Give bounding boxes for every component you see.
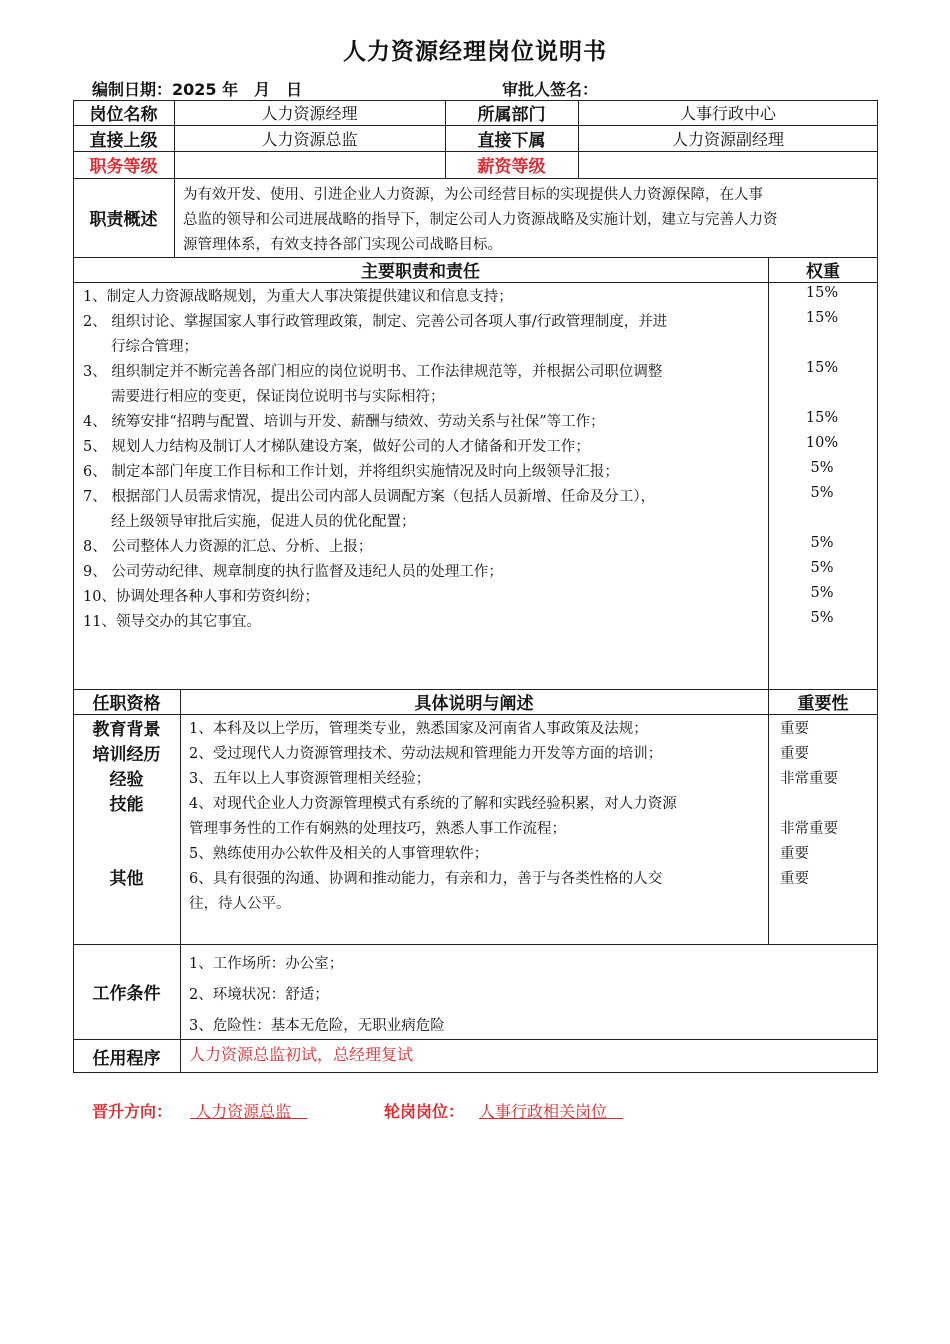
duty-weight: 15%: [805, 410, 839, 426]
duty-weight: 5%: [810, 585, 834, 601]
importance-value: 重要: [780, 746, 809, 762]
duty-item: 8、 公司整体人力资源的汇总、分析、上报；: [83, 539, 373, 555]
duty-weight: 5%: [810, 485, 834, 501]
duty-item: 10、协调处理各种人事和劳资纠纷；: [83, 589, 319, 605]
subordinate-value: 人力资源副经理: [671, 129, 784, 149]
superior-label: 直接上级: [89, 130, 158, 151]
qualifications-header: 任职资格: [92, 694, 161, 714]
department-value: 人事行政中心: [679, 104, 776, 123]
importance-value: 非常重要: [780, 821, 838, 837]
qualification-line: 管理事务性的工作有娴熟的处理技巧，熟悉人事工作流程；: [189, 821, 566, 837]
importance-header: 重要性: [797, 694, 849, 714]
position-name-value: 人力资源经理: [261, 104, 358, 123]
duty-item: 5、 规划人力结构及制订人才梯队建设方案，做好公司的人才储备和开发工作；: [83, 439, 590, 455]
department-label: 所属部门: [477, 105, 546, 125]
category-education: 教育背景: [92, 719, 161, 740]
conditions-label: 工作条件: [92, 984, 161, 1004]
duty-weight: 5%: [810, 535, 834, 551]
duty-weight: 15%: [805, 285, 839, 301]
qualification-line: 6、具有很强的沟通、协调和推动能力，有亲和力，善于与各类性格的人交: [189, 871, 663, 887]
duty-item: 1、制定人力资源战略规划，为重大人事决策提供建议和信息支持；: [83, 289, 513, 305]
duty-item-continuation: 需要进行相应的变更，保证岗位说明书与实际相符；: [111, 389, 445, 405]
subordinate-label: 直接下属: [477, 130, 546, 151]
qualification-line: 3、五年以上人事资源管理相关经验；: [189, 771, 431, 787]
duty-item: 3、 组织制定并不断完善各部门相应的岗位说明书、工作法律规范等，并根据公司职位调整: [83, 364, 663, 380]
duty-item: 11、领导交办的其它事宜。: [83, 614, 261, 630]
duty-weight: 15%: [805, 310, 839, 326]
procedure-value: 人力资源总监初试，总经理复试: [189, 1045, 414, 1064]
duty-item: 6、 制定本部门年度工作目标和工作计划，并将组织实施情况及时向上级领导汇报；: [83, 464, 619, 480]
qualifications-detail-header: 具体说明与阐述: [414, 694, 534, 714]
importance-value: 重要: [780, 721, 809, 737]
category-other: 其他: [109, 868, 144, 889]
date-label: 编制日期：2025 年 月 日: [92, 80, 303, 99]
procedure-label: 任用程序: [92, 1048, 161, 1069]
promotion-value: 人力资源总监: [190, 1102, 308, 1121]
duty-item-continuation: 经上级领导审批后实施，促进人员的优化配置；: [111, 514, 416, 530]
qualification-line: 5、熟练使用办公软件及相关的人事管理软件；: [189, 846, 489, 862]
duty-item: 7、 根据部门人员需求情况，提出公司内部人员调配方案（包括人员新增、任命及分工），: [83, 489, 656, 505]
duty-item: 9、 公司劳动纪律、规章制度的执行监督及违纪人员的处理工作；: [83, 564, 503, 580]
position-name-label: 岗位名称: [89, 105, 158, 125]
qualification-line: 1、本科及以上学历，管理类专业，熟悉国家及河南省人事政策及法规；: [189, 721, 648, 737]
importance-value: 重要: [780, 871, 809, 887]
duty-weight: 5%: [810, 460, 834, 476]
rotation-label: 轮岗岗位：: [384, 1102, 465, 1121]
condition-item: 2、环境状况：舒适；: [189, 987, 329, 1003]
importance-value: 重要: [780, 846, 809, 862]
document-title: 人力资源经理岗位说明书: [343, 39, 607, 65]
overview-label: 职责概述: [89, 210, 158, 230]
superior-value: 人力资源总监: [261, 129, 358, 149]
duties-header: 主要职责和责任: [361, 262, 480, 282]
duty-weight: 15%: [805, 360, 839, 376]
duty-item: 4、 统筹安排“招聘与配置、培训与开发、薪酬与绩效、劳动关系与社保”等工作；: [83, 414, 605, 430]
duty-item: 2、 组织讨论、掌握国家人事行政管理政策，制定、完善公司各项人事/行政管理制度，并进: [83, 314, 668, 330]
salary-grade-label: 薪资等级: [477, 157, 546, 177]
weight-header: 权重: [806, 262, 840, 282]
grade-label: 职务等级: [89, 157, 158, 177]
overview-line: 源管理体系，有效支持各部门实现公司战略目标。: [183, 237, 502, 253]
salary-grade-value: [578, 151, 878, 178]
approver-label: 审批人签名：: [502, 80, 599, 99]
duty-weight: 5%: [810, 610, 834, 626]
qualification-line: 往，待人公平。: [189, 896, 291, 912]
duty-weight: 10%: [805, 435, 839, 451]
category-skills: 技能: [109, 794, 144, 815]
grade-value: [174, 151, 445, 178]
duty-weight: 5%: [810, 560, 834, 576]
category-experience: 经验: [109, 769, 144, 790]
overview-line: 总监的领导和公司进展战略的指导下，制定公司人力资源战略及实施计划，建立与完善人力资: [183, 212, 778, 228]
condition-item: 1、工作场所：办公室；: [189, 956, 344, 972]
rotation-value: 人事行政相关岗位: [479, 1102, 624, 1121]
condition-item: 3、危险性：基本无危险，无职业病危险: [189, 1018, 445, 1034]
category-training: 培训经历: [92, 744, 161, 765]
importance-value: 非常重要: [780, 771, 838, 787]
overview-line: 为有效开发、使用、引进企业人力资源，为公司经营目标的实现提供人力资源保障，在人事: [183, 187, 763, 203]
qualification-line: 4、对现代企业人力资源管理模式有系统的了解和实践经验积累，对人力资源: [189, 796, 677, 812]
promotion-label: 晋升方向：: [92, 1102, 173, 1121]
qualification-line: 2、受过现代人力资源管理技术、劳动法规和管理能力开发等方面的培训；: [189, 746, 663, 762]
duty-item-continuation: 行综合管理；: [111, 339, 198, 355]
